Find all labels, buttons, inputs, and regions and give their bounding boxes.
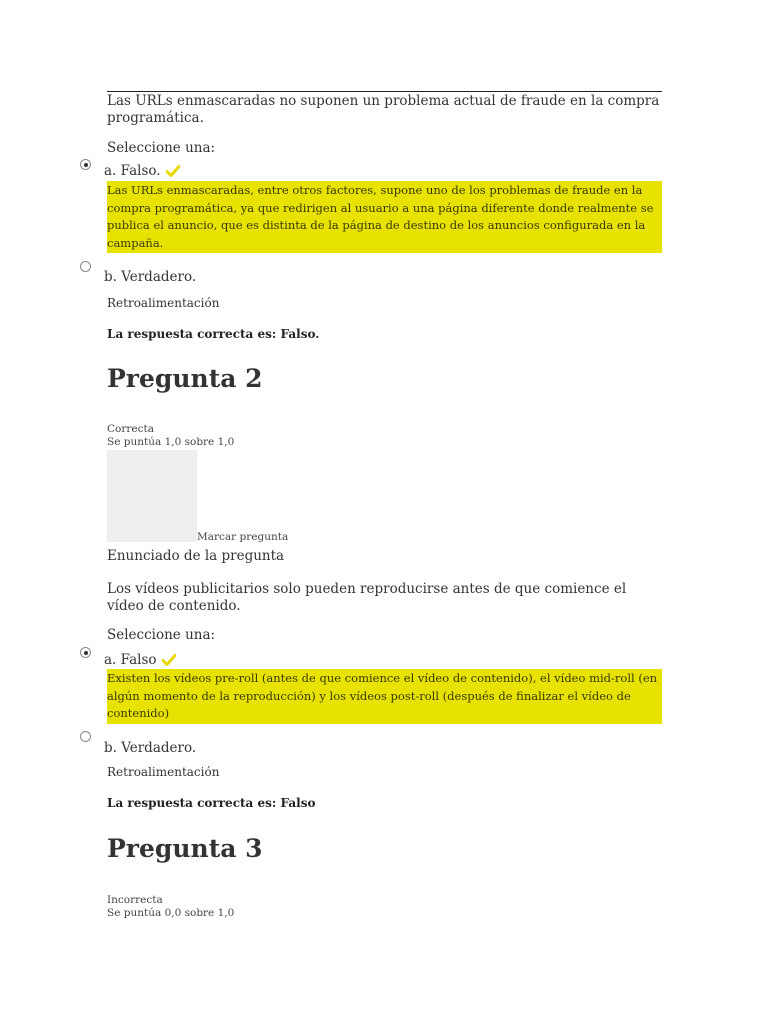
q2-feedback-label: Retroalimentación xyxy=(107,765,220,779)
q2-select-label: Seleccione una: xyxy=(107,627,216,643)
q1-select-label: Seleccione una: xyxy=(107,140,216,156)
q2-option-b[interactable]: b. Verdadero. xyxy=(104,740,197,756)
top-divider xyxy=(107,91,662,92)
q2-statement-label: Enunciado de la pregunta xyxy=(107,548,285,564)
q1-option-a[interactable] xyxy=(104,163,180,182)
q2-option-a-label: a. Falso xyxy=(104,652,157,668)
q1-option-b[interactable]: b. Verdadero. xyxy=(104,269,197,285)
q1-option-a-radio[interactable] xyxy=(80,159,91,170)
q2-option-b-radio[interactable] xyxy=(80,731,91,742)
q2-status: Correcta xyxy=(107,423,154,435)
q2-option-a-radio[interactable] xyxy=(80,647,91,658)
q1-correct-answer: La respuesta correcta es: Falso. xyxy=(107,327,320,341)
q2-score: Se puntúa 1,0 sobre 1,0 xyxy=(107,436,235,448)
q2-question-text: Los vídeos publicitarios solo pueden reproducirse antes de que comience el vídeo de contenido. xyxy=(107,581,627,614)
flag-icon[interactable] xyxy=(107,450,197,542)
q2-option-a-feedback: Existen los vídeos pre-roll (antes de que comience el vídeo de contenido), el vídeo mid-roll (en algún momento de la reproducción) y los vídeos post-roll (después de finalizar el vídeo de contenido) xyxy=(107,669,662,724)
q3-status: Incorrecta xyxy=(107,894,163,906)
q2-correct-answer: La respuesta correcta es: Falso xyxy=(107,796,316,810)
checkmark-icon xyxy=(166,165,180,182)
q1-option-a-feedback: Las URLs enmascaradas, entre otros factores, supone uno de los problemas de fraude en la compra programática, ya que redirigen al usuario a una página diferente donde realmente se publica el anuncio, que es distinta de la página de destino de los anuncios configurada en la campaña. xyxy=(107,181,662,253)
q1-option-a-label: a. Falso. xyxy=(104,163,161,179)
q3-score: Se puntúa 0,0 sobre 1,0 xyxy=(107,907,235,919)
q3-heading: Pregunta 3 xyxy=(107,834,263,863)
q2-flag-question[interactable]: Marcar pregunta xyxy=(197,531,289,543)
q1-question-text: Las URLs enmascaradas no suponen un problema actual de fraude en la compra programática. xyxy=(107,93,660,126)
q1-feedback-label: Retroalimentación xyxy=(107,296,220,310)
q2-heading: Pregunta 2 xyxy=(107,364,263,393)
q1-option-b-radio[interactable] xyxy=(80,261,91,272)
